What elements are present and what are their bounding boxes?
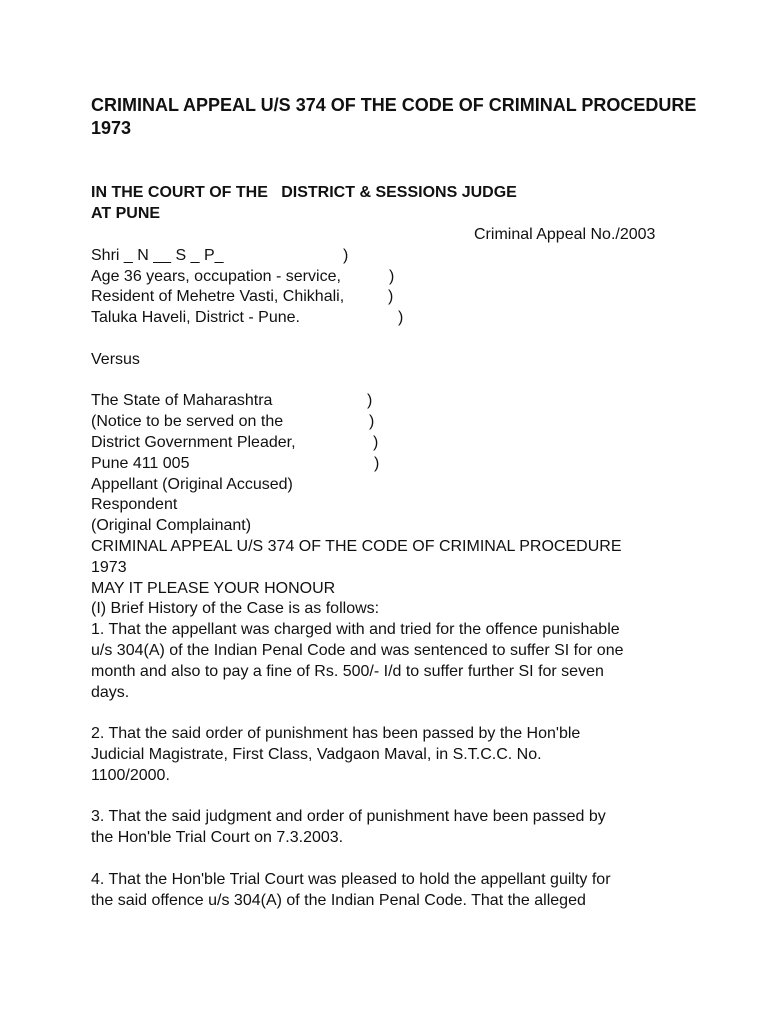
paragraph-4-line-2: the said offence u/s 304(A) of the Indian Penal Code. That the alleged (91, 891, 586, 909)
document-body (91, 225, 691, 911)
respondent-role: Respondent (91, 496, 178, 514)
respondent-line-2 (91, 412, 691, 433)
respondent-pleader: District Government Pleader, (91, 433, 296, 451)
respondent-line-1 (91, 391, 691, 412)
paragraph-2-line-3: 1100/2000. (91, 766, 170, 784)
appellant-line-1 (91, 246, 691, 267)
paragraph-1-line-2: u/s 304(A) of the Indian Penal Code and was sentenced to suffer SI for one (91, 641, 624, 659)
bracket: ) (388, 288, 394, 306)
bracket: ) (343, 246, 349, 264)
respondent-name: The State of Maharashtra (91, 392, 273, 410)
respondent-address: Pune 411 005 (91, 454, 190, 472)
appellant-name: Shri _ N __ S _ P_ (91, 246, 224, 264)
bracket: ) (389, 267, 395, 285)
paragraph-1-line-3: month and also to pay a fine of Rs. 500/- I/d to suffer further SI for seven (91, 662, 604, 680)
bracket: ) (369, 413, 375, 431)
repeat-title-line-1: CRIMINAL APPEAL U/S 374 OF THE CODE OF CRIMINAL PROCEDURE (91, 537, 622, 555)
respondent-line-4 (91, 454, 691, 475)
bracket: ) (373, 433, 379, 451)
paragraph-1-line-1: 1. That the appellant was charged with and tried for the offence punishable (91, 621, 620, 639)
paragraph-2-line-1: 2. That the said order of punishment has been passed by the Hon'ble (91, 725, 581, 743)
appellant-age: Age 36 years, occupation - service, (91, 267, 341, 285)
paragraph-1-line-4: days. (91, 683, 130, 701)
appellant-district: Taluka Haveli, District - Pune. (91, 309, 300, 327)
paragraph-3-line-1: 3. That the said judgment and order of punishment have been passed by (91, 808, 606, 826)
court-heading (91, 182, 711, 224)
appellant-line-2 (91, 267, 691, 288)
history-heading: (I) Brief History of the Case is as follows: (91, 600, 380, 618)
court-line-1: IN THE COURT OF THE DISTRICT & SESSIONS JUDGE (91, 184, 517, 201)
appellant-line-4 (91, 308, 691, 329)
respondent-line-3 (91, 433, 691, 454)
bracket: ) (367, 392, 373, 410)
versus-line: Versus (91, 350, 140, 368)
appeal-number: Criminal Appeal No./2003 (474, 226, 656, 243)
appellant-residence: Resident of Mehetre Vasti, Chikhali, (91, 288, 345, 306)
respondent-role-detail: (Original Complainant) (91, 517, 252, 535)
bracket: ) (374, 454, 380, 472)
appellant-line-3 (91, 287, 691, 308)
repeat-title-line-2: 1973 (91, 558, 127, 576)
salutation: MAY IT PLEASE YOUR HONOUR (91, 579, 336, 597)
paragraph-4-line-1: 4. That the Hon'ble Trial Court was pleased to hold the appellant guilty for (91, 870, 611, 888)
appellant-role: Appellant (Original Accused) (91, 475, 293, 493)
respondent-notice: (Notice to be served on the (91, 413, 284, 431)
paragraph-3-line-2: the Hon'ble Trial Court on 7.3.2003. (91, 829, 344, 847)
appeal-number-line (91, 225, 691, 246)
bracket: ) (398, 309, 404, 327)
paragraph-2-line-2: Judicial Magistrate, First Class, Vadgaon Maval, in S.T.C.C. No. (91, 745, 542, 763)
court-line-2: AT PUNE (91, 205, 161, 222)
document-title: CRIMINAL APPEAL U/S 374 OF THE CODE OF CRIMINAL PROCEDURE 1973 (91, 95, 697, 138)
